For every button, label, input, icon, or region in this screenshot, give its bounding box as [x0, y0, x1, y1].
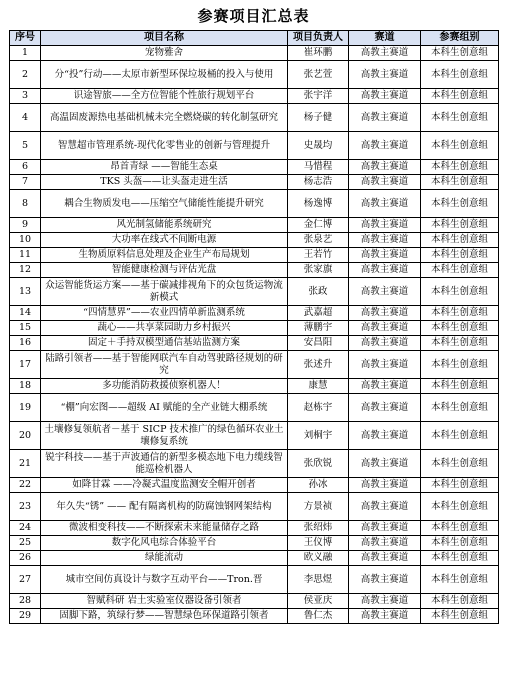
cell-track: 高教主赛道 [349, 551, 421, 566]
cell-no: 2 [10, 61, 41, 89]
cell-no: 27 [10, 566, 41, 594]
cell-project-name: 智能健康检测与评估光盘 [41, 263, 288, 278]
cell-project-name: 高温固废源热电基础机械未完全燃烧碳的转化制氢研究 [41, 104, 288, 132]
cell-project-name: “棚”向宏图——超级 AI 赋能的全产业链大棚系统 [41, 394, 288, 422]
cell-track: 高教主赛道 [349, 394, 421, 422]
cell-project-name: 微波相变科技——不断探索未来能量储存之路 [41, 521, 288, 536]
header-no: 序号 [10, 31, 41, 46]
cell-track: 高教主赛道 [349, 594, 421, 609]
cell-project-name: 年久失“锈” —— 配有隔离机构的防腐蚀钢网架结构 [41, 493, 288, 521]
cell-leader: 杨志浩 [288, 175, 349, 190]
cell-leader: 张艺萱 [288, 61, 349, 89]
cell-group: 本科生创意组 [421, 521, 499, 536]
cell-track: 高教主赛道 [349, 450, 421, 478]
cell-group: 本科生创意组 [421, 336, 499, 351]
table-row [10, 160, 499, 175]
cell-project-name: 固脚下路，筑绿行梦——智慧绿色环保道路引领者 [41, 609, 288, 624]
cell-track: 高教主赛道 [349, 493, 421, 521]
table-row [10, 46, 499, 61]
cell-track: 高教主赛道 [349, 306, 421, 321]
cell-project-name: TKS 头盔——让头盔走进生活 [41, 175, 288, 190]
table-header [10, 31, 499, 46]
cell-no: 9 [10, 218, 41, 233]
cell-no: 10 [10, 233, 41, 248]
table-row [10, 609, 499, 624]
cell-group: 本科生创意组 [421, 394, 499, 422]
cell-leader: 鲁仁杰 [288, 609, 349, 624]
cell-leader: 张政 [288, 278, 349, 306]
cell-project-name: 大功率在线式不间断电源 [41, 233, 288, 248]
cell-leader: 张泉艺 [288, 233, 349, 248]
table-row [10, 248, 499, 263]
table-row [10, 566, 499, 594]
cell-project-name: 宠物雅舍 [41, 46, 288, 61]
cell-no: 17 [10, 351, 41, 379]
cell-leader: 马惜程 [288, 160, 349, 175]
cell-leader: 赵栋宇 [288, 394, 349, 422]
cell-track: 高教主赛道 [349, 536, 421, 551]
cell-no: 13 [10, 278, 41, 306]
cell-leader: 王若竹 [288, 248, 349, 263]
cell-no: 29 [10, 609, 41, 624]
cell-project-name: 锐宇科技——基于声波通信的新型多模态地下电力缆线智能巡检机器人 [41, 450, 288, 478]
table-row [10, 306, 499, 321]
cell-track: 高教主赛道 [349, 132, 421, 160]
cell-track: 高教主赛道 [349, 321, 421, 336]
cell-group: 本科生创意组 [421, 594, 499, 609]
cell-no: 24 [10, 521, 41, 536]
cell-track: 高教主赛道 [349, 89, 421, 104]
cell-group: 本科生创意组 [421, 89, 499, 104]
table-row [10, 394, 499, 422]
cell-leader: 张宇洋 [288, 89, 349, 104]
cell-track: 高教主赛道 [349, 104, 421, 132]
cell-no: 18 [10, 379, 41, 394]
cell-group: 本科生创意组 [421, 351, 499, 379]
cell-track: 高教主赛道 [349, 379, 421, 394]
cell-track: 高教主赛道 [349, 566, 421, 594]
cell-group: 本科生创意组 [421, 263, 499, 278]
table-row [10, 61, 499, 89]
header-name: 项目名称 [41, 31, 288, 46]
table-row [10, 493, 499, 521]
table-row [10, 278, 499, 306]
cell-group: 本科生创意组 [421, 61, 499, 89]
cell-leader: 刘桐宇 [288, 422, 349, 450]
cell-group: 本科生创意组 [421, 450, 499, 478]
cell-no: 14 [10, 306, 41, 321]
cell-leader: 欧义融 [288, 551, 349, 566]
cell-project-name: 风光制氢储能系统研究 [41, 218, 288, 233]
cell-project-name: 绿能流动 [41, 551, 288, 566]
cell-no: 25 [10, 536, 41, 551]
cell-leader: 张绍炜 [288, 521, 349, 536]
table-row [10, 218, 499, 233]
cell-leader: 杨逸博 [288, 190, 349, 218]
cell-group: 本科生创意组 [421, 306, 499, 321]
cell-group: 本科生创意组 [421, 379, 499, 394]
cell-track: 高教主赛道 [349, 160, 421, 175]
table-row [10, 478, 499, 493]
cell-leader: 张述升 [288, 351, 349, 379]
table-row [10, 521, 499, 536]
cell-group: 本科生创意组 [421, 321, 499, 336]
table-row [10, 379, 499, 394]
cell-track: 高教主赛道 [349, 521, 421, 536]
cell-project-name: 智慧超市管理系统-现代化零售业的创新与管理提升 [41, 132, 288, 160]
cell-no: 7 [10, 175, 41, 190]
cell-project-name: 固定＋手持双模型通信基站监测方案 [41, 336, 288, 351]
cell-no: 22 [10, 478, 41, 493]
cell-track: 高教主赛道 [349, 248, 421, 263]
header-track: 赛道 [349, 31, 421, 46]
table-row [10, 321, 499, 336]
table-row [10, 89, 499, 104]
cell-leader: 孙冰 [288, 478, 349, 493]
cell-no: 20 [10, 422, 41, 450]
table-row [10, 132, 499, 160]
cell-project-name: 昂首青绿 ——智能生态桌 [41, 160, 288, 175]
cell-project-name: 陆路引领者——基于智能网联汽车自动驾驶路径规划的研究 [41, 351, 288, 379]
cell-track: 高教主赛道 [349, 218, 421, 233]
cell-group: 本科生创意组 [421, 190, 499, 218]
cell-project-name: 如降甘霖 ——冷凝式温度监测安全帽开创者 [41, 478, 288, 493]
table-row [10, 190, 499, 218]
cell-group: 本科生创意组 [421, 160, 499, 175]
cell-leader: 王仪博 [288, 536, 349, 551]
table-row [10, 104, 499, 132]
cell-group: 本科生创意组 [421, 609, 499, 624]
cell-track: 高教主赛道 [349, 233, 421, 248]
cell-track: 高教主赛道 [349, 263, 421, 278]
cell-no: 3 [10, 89, 41, 104]
cell-no: 12 [10, 263, 41, 278]
cell-track: 高教主赛道 [349, 336, 421, 351]
cell-group: 本科生创意组 [421, 132, 499, 160]
cell-leader: 杨子健 [288, 104, 349, 132]
cell-leader: 武嘉超 [288, 306, 349, 321]
cell-group: 本科生创意组 [421, 551, 499, 566]
header-leader: 项目负责人 [288, 31, 349, 46]
cell-project-name: 多功能消防救援侦察机器人！ [41, 379, 288, 394]
cell-project-name: 分“投”行动——太原市新型环保垃圾桶的投入与使用 [41, 61, 288, 89]
cell-track: 高教主赛道 [349, 609, 421, 624]
cell-group: 本科生创意组 [421, 104, 499, 132]
cell-project-name: 识途智旅——全方位智能个性旅行规划平台 [41, 89, 288, 104]
cell-track: 高教主赛道 [349, 190, 421, 218]
cell-leader: 安昌阳 [288, 336, 349, 351]
cell-project-name: 城市空间仿真设计与数字互动平台——Tron.晋 [41, 566, 288, 594]
cell-no: 15 [10, 321, 41, 336]
cell-no: 6 [10, 160, 41, 175]
cell-no: 21 [10, 450, 41, 478]
cell-group: 本科生创意组 [421, 493, 499, 521]
cell-track: 高教主赛道 [349, 61, 421, 89]
cell-leader: 张家旗 [288, 263, 349, 278]
cell-leader: 康慧 [288, 379, 349, 394]
cell-leader: 侯亚庆 [288, 594, 349, 609]
cell-group: 本科生创意组 [421, 422, 499, 450]
cell-no: 11 [10, 248, 41, 263]
table-row [10, 263, 499, 278]
table-row [10, 594, 499, 609]
cell-project-name: 众运智能货运方案——基于碳减排视角下的众包货运物流新模式 [41, 278, 288, 306]
cell-project-name: 土壤修复领航者－基于 SICP 技术推广的绿色循环农业土壤修复系统 [41, 422, 288, 450]
table-row [10, 233, 499, 248]
cell-no: 5 [10, 132, 41, 160]
cell-leader: 金仁博 [288, 218, 349, 233]
summary-table [9, 30, 499, 624]
table-row [10, 175, 499, 190]
cell-group: 本科生创意组 [421, 278, 499, 306]
cell-project-name: 耦合生物质发电——压缩空气储能性能提升研究 [41, 190, 288, 218]
cell-no: 8 [10, 190, 41, 218]
cell-project-name: 数字化风电综合体验平台 [41, 536, 288, 551]
table-row [10, 551, 499, 566]
cell-project-name: 生物质原料信息处理及企业生产布局规划 [41, 248, 288, 263]
cell-project-name: 智赋科研 岩土实验室仪器设备引领者 [41, 594, 288, 609]
cell-track: 高教主赛道 [349, 46, 421, 61]
cell-group: 本科生创意组 [421, 566, 499, 594]
cell-group: 本科生创意组 [421, 478, 499, 493]
cell-no: 4 [10, 104, 41, 132]
cell-leader: 史晟均 [288, 132, 349, 160]
cell-track: 高教主赛道 [349, 478, 421, 493]
cell-project-name: “四情慧界”——农业四情单新监测系统 [41, 306, 288, 321]
table-body [10, 46, 499, 624]
cell-leader: 方景祯 [288, 493, 349, 521]
cell-no: 28 [10, 594, 41, 609]
cell-no: 1 [10, 46, 41, 61]
cell-track: 高教主赛道 [349, 278, 421, 306]
cell-no: 23 [10, 493, 41, 521]
cell-group: 本科生创意组 [421, 233, 499, 248]
table-row [10, 351, 499, 379]
header-group: 参赛组别 [421, 31, 499, 46]
table-row [10, 450, 499, 478]
cell-group: 本科生创意组 [421, 46, 499, 61]
table-row [10, 336, 499, 351]
cell-group: 本科生创意组 [421, 536, 499, 551]
cell-project-name: 蔬心——共享菜园助力乡村振兴 [41, 321, 288, 336]
cell-track: 高教主赛道 [349, 351, 421, 379]
table-row [10, 536, 499, 551]
cell-track: 高教主赛道 [349, 175, 421, 190]
cell-no: 26 [10, 551, 41, 566]
table-title: 参赛项目汇总表 [197, 7, 310, 25]
table-row [10, 422, 499, 450]
cell-no: 19 [10, 394, 41, 422]
cell-group: 本科生创意组 [421, 218, 499, 233]
cell-track: 高教主赛道 [349, 422, 421, 450]
cell-group: 本科生创意组 [421, 248, 499, 263]
cell-leader: 崔环鹏 [288, 46, 349, 61]
cell-no: 16 [10, 336, 41, 351]
cell-leader: 张欣锐 [288, 450, 349, 478]
cell-leader: 薄鹏宇 [288, 321, 349, 336]
cell-group: 本科生创意组 [421, 175, 499, 190]
cell-leader: 李思煜 [288, 566, 349, 594]
